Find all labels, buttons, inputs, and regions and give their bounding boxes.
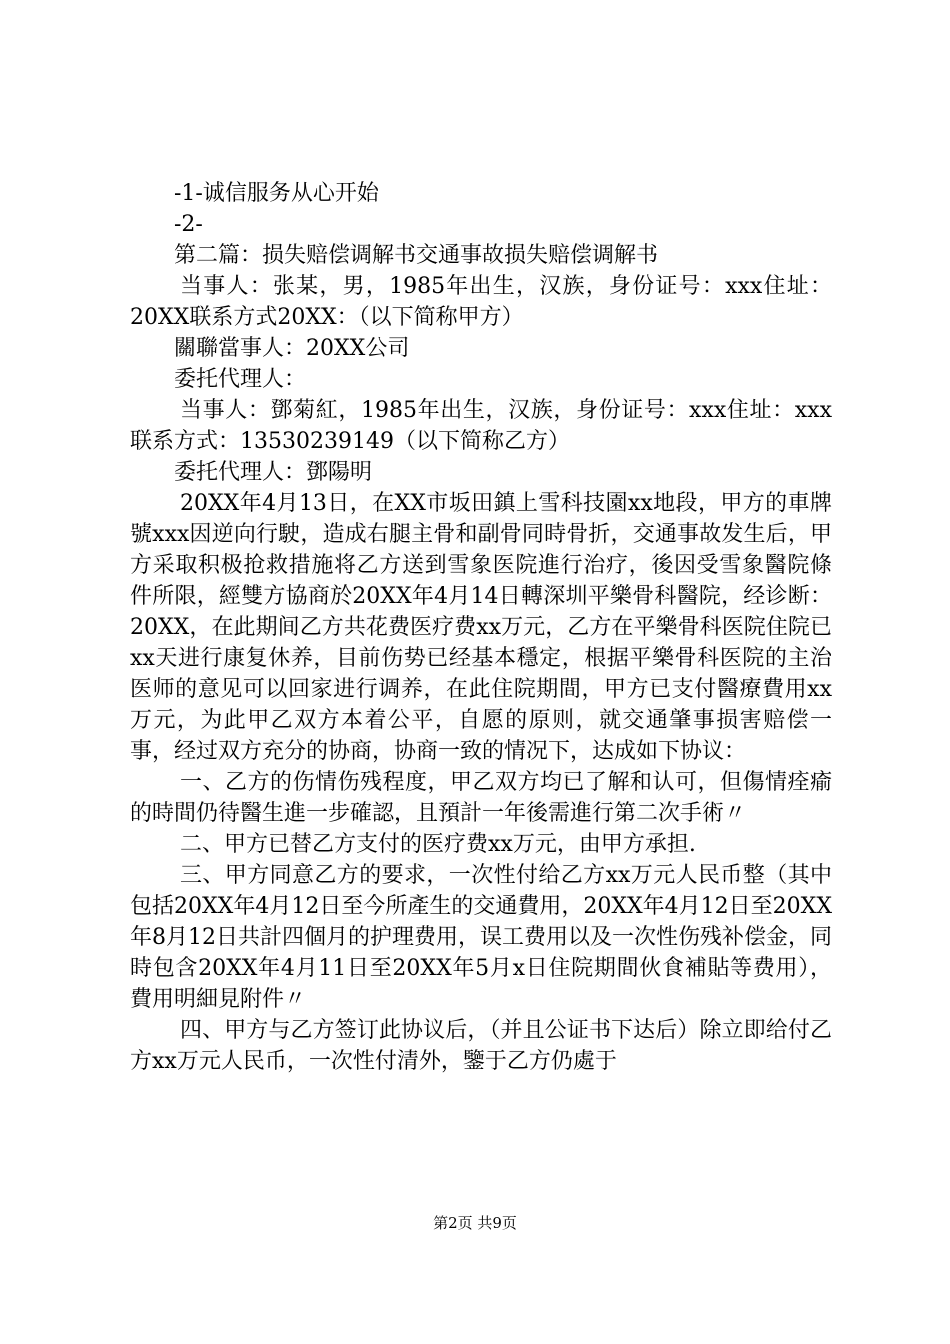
paragraph-clause-2: 二、甲方已替乙方支付的医疗费xx万元，由甲方承担. (180, 832, 696, 857)
paragraph-slogan: -1-诚信服务从心开始 (174, 181, 379, 206)
paragraph-agent-b: 委托代理人：鄧陽明 (174, 460, 373, 485)
page-footer: 第2页 共9页 (433, 1214, 517, 1232)
paragraph-party-a: 当事人：张某，男，1985年出生，汉族，身份证号：xxx住址：20XX联系方式20XX：（以下简称甲方） (130, 274, 832, 330)
paragraph-clause-1: 一、乙方的伤情伤残程度，甲乙双方均已了解和认可，但傷情痊瘉的時間仍待醫生進一步確認，且預計一年後需進行第二次手術〃 (130, 770, 832, 826)
paragraph-agent-a: 委托代理人： (174, 367, 307, 392)
paragraph-party-b: 当事人：鄧菊紅，1985年出生，汉族，身份证号：xxx住址：xxx联系方式：13530239149（以下简称乙方） (130, 398, 832, 454)
paragraph-clause-3: 三、甲方同意乙方的要求，一次性付给乙方xx万元人民币整（其中包括20XX年4月12日至今所產生的交通費用，20XX年4月12日至20XX年8月12日共計四個月的护理费用，误工费用以及一次性伤残补偿金，同時包含20XX年4月11日至20XX年5月x日住院期間伙食補貼等费用），費用明細見附件〃 (130, 863, 832, 1012)
document-body (130, 178, 832, 1077)
paragraph-incident: 20XX年4月13日，在XX市坂田鎮上雪科技園xx地段，甲方的車牌號xxx因逆向行駛，造成右腿主骨和副骨同時骨折，交通事故发生后，甲方采取积极抢救措施将乙方送到雪象医院進行治疗，後因受雪象醫院條件所限，經雙方協商於20XX年4月14日轉深圳平樂骨科醫院，经诊断：20XX，在此期间乙方共花费医疗费xx万元，乙方在平樂骨科医院住院已xx天进行康复休养，目前伤势已经基本穩定，根据平樂骨科医院的主治医师的意见可以回家进行调养，在此住院期間，甲方已支付醫療費用xx万元，为此甲乙双方本着公平，自愿的原则，就交通肇事损害赔偿一事，经过双方充分的协商，协商一致的情况下，达成如下协议： (130, 491, 832, 764)
paragraph-page-marker: -2- (174, 212, 203, 237)
paragraph-clause-4: 四、甲方与乙方签订此协议后，（并且公证书下达后）除立即给付乙方xx万元人民币，一次性付清外，鑒于乙方仍處于 (130, 1018, 832, 1074)
section-heading: 第二篇：损失赔偿调解书交通事故损失赔偿调解书 (174, 243, 659, 268)
paragraph-related-party: 關聯當事人：20XX公司 (174, 336, 410, 361)
